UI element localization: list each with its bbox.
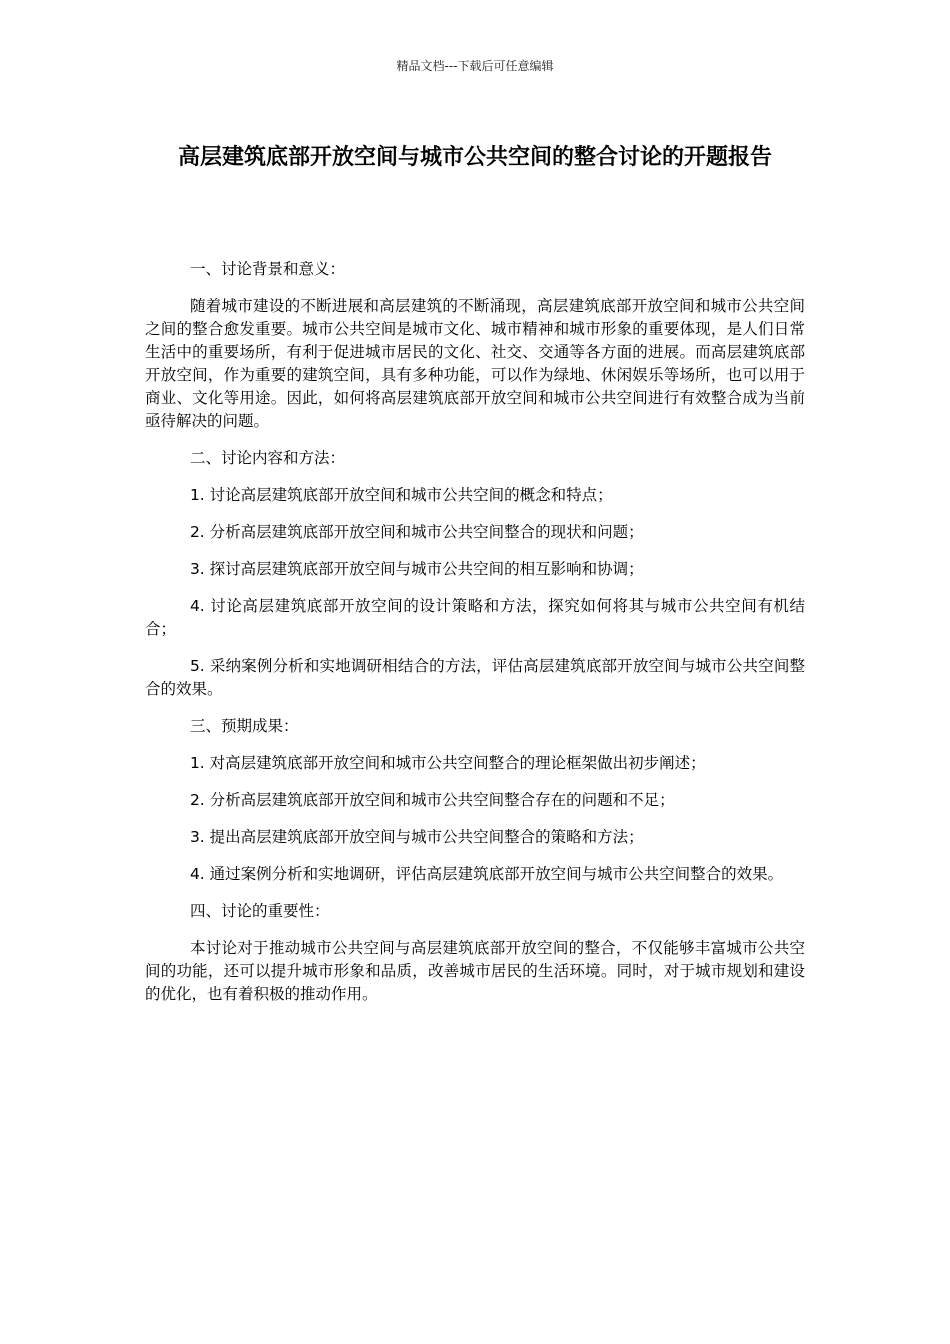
section-heading-expected-results: 三、预期成果： — [189, 717, 299, 735]
document-title: 高层建筑底部开放空间与城市公共空间的整合讨论的开题报告 — [177, 145, 772, 170]
list-item: 1. 讨论高层建筑底部开放空间和城市公共空间的概念和特点； — [189, 486, 613, 504]
list-item: 5. 采纳案例分析和实地调研相结合的方法，评估高层建筑底部开放空间与城市公共空间整合的效果。 — [145, 657, 805, 698]
section-heading-background: 一、讨论背景和意义： — [189, 260, 345, 278]
list-item: 1. 对高层建筑底部开放空间和城市公共空间整合的理论框架做出初步阐述； — [189, 754, 706, 772]
paragraph-background: 随着城市建设的不断进展和高层建筑的不断涌现，高层建筑底部开放空间和城市公共空间之间的整合愈发重要。城市公共空间是城市文化、城市精神和城市形象的重要体现，是人们日常生活中的重要场所，有利于促进城市居民的文化、社交、交通等各方面的进展。而高层建筑底部开放空间，作为重要的建筑空间，具有多种功能，可以作为绿地、休闲娱乐等场所，也可以用于商业、文化等用途。因此，如何将高层建筑底部开放空间和城市公共空间进行有效整合成为当前亟待解决的问题。 — [145, 297, 805, 430]
list-item: 4. 讨论高层建筑底部开放空间的设计策略和方法，探究如何将其与城市公共空间有机结合； — [145, 597, 805, 638]
list-item: 2. 分析高层建筑底部开放空间和城市公共空间整合的现状和问题； — [189, 523, 644, 541]
section-heading-importance: 四、讨论的重要性： — [189, 902, 330, 920]
section-heading-content-method: 二、讨论内容和方法： — [189, 449, 345, 467]
list-item: 3. 提出高层建筑底部开放空间与城市公共空间整合的策略和方法； — [189, 828, 644, 846]
list-item: 3. 探讨高层建筑底部开放空间与城市公共空间的相互影响和协调； — [189, 560, 644, 578]
document-body — [145, 258, 805, 1020]
list-item: 4. 通过案例分析和实地调研，评估高层建筑底部开放空间与城市公共空间整合的效果。 — [189, 865, 784, 883]
header-note: 精品文档---下载后可任意编辑 — [396, 59, 554, 73]
list-item: 2. 分析高层建筑底部开放空间和城市公共空间整合存在的问题和不足； — [189, 791, 675, 809]
paragraph-importance: 本讨论对于推动城市公共空间与高层建筑底部开放空间的整合，不仅能够丰富城市公共空间的功能，还可以提升城市形象和品质，改善城市居民的生活环境。同时，对于城市规划和建设的优化，也有着积极的推动作用。 — [145, 939, 805, 1003]
